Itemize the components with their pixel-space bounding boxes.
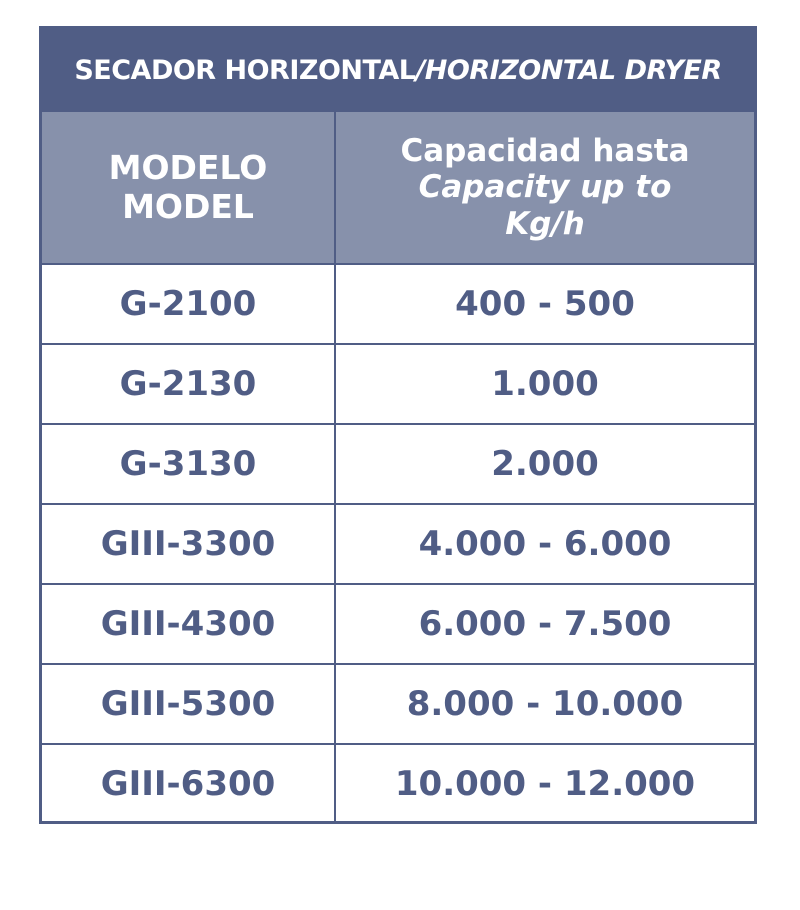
capacity-cell: 400 - 500 [455, 284, 635, 324]
table-row [42, 505, 754, 585]
model-cell: GIII-4300 [100, 604, 276, 644]
model-cell: G-2100 [119, 284, 257, 324]
header-model [42, 112, 334, 263]
header-model-en: MODEL [122, 186, 254, 226]
table-row [42, 665, 754, 745]
table-row [42, 265, 754, 345]
header-unit: Kg/h [505, 205, 585, 242]
capacity-cell: 10.000 - 12.000 [394, 764, 696, 804]
header-row [42, 112, 754, 265]
capacity-cell: 2.000 [491, 444, 599, 484]
header-capacity-es: Capacidad hasta [400, 132, 690, 169]
capacity-cell: 1.000 [491, 364, 599, 404]
title-english: /HORIZONTAL DRYER [415, 55, 722, 86]
model-cell: G-2130 [119, 364, 257, 404]
capacity-cell: 8.000 - 10.000 [406, 684, 684, 724]
model-cell: G-3130 [119, 444, 257, 484]
capacity-cell: 6.000 - 7.500 [418, 604, 672, 644]
model-cell: GIII-6300 [100, 764, 276, 804]
model-cell: GIII-5300 [100, 684, 276, 724]
header-capacity [336, 112, 754, 263]
table-row [42, 585, 754, 665]
table-row [42, 345, 754, 425]
title-spanish: SECADOR HORIZONTAL [74, 55, 416, 86]
table-title [42, 29, 754, 112]
model-cell: GIII-3300 [100, 524, 276, 564]
dryer-spec-table [39, 26, 757, 824]
capacity-cell: 4.000 - 6.000 [418, 524, 672, 564]
header-model-es: MODELO [108, 147, 268, 187]
table-row [42, 425, 754, 505]
header-capacity-en: Capacity up to [418, 169, 672, 206]
table-row [42, 745, 754, 825]
